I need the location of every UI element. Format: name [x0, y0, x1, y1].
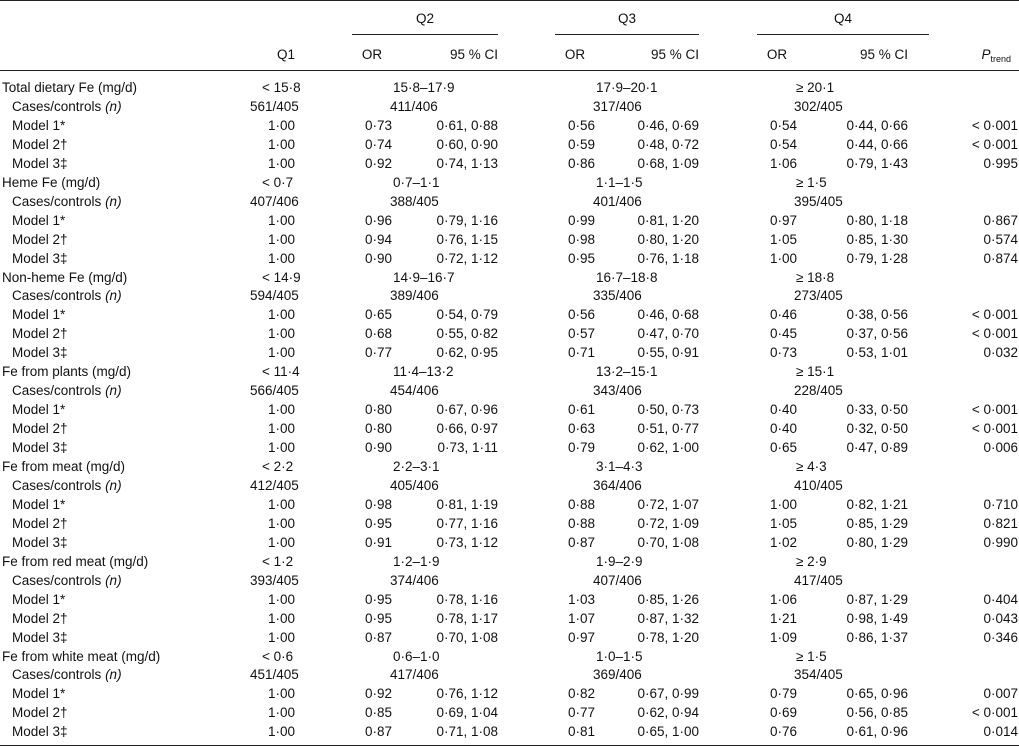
p-trend-value: 0·874: [983, 250, 1018, 266]
q4-ci: 0·44, 0·66: [846, 136, 908, 152]
model-label: Model 3‡: [12, 155, 68, 171]
q2-ci: 0·66, 0·97: [436, 421, 498, 437]
q4-or: 1·06: [769, 155, 797, 171]
q2-cases: 417/406: [390, 667, 439, 683]
q2-ci: 0·54, 0·79: [436, 307, 498, 323]
q4-or: 0·40: [769, 421, 797, 437]
q2-ci: 0·60, 0·90: [436, 136, 498, 152]
q4-ci: 0·33, 0·50: [846, 402, 908, 418]
q3-or: 0·81: [567, 724, 595, 740]
q3-or: 1·03: [567, 591, 595, 607]
q2-ci: 0·61, 0·88: [436, 117, 498, 133]
q4-range: ≥ 1·5: [796, 174, 827, 190]
p-trend-value: 0·014: [983, 724, 1018, 740]
q2-range: 11·4–13·2: [393, 364, 454, 380]
q2-or: 0·95: [364, 515, 392, 531]
q4-ci: 0·61, 0·96: [846, 724, 908, 740]
q4-ci: 0·98, 1·49: [846, 610, 908, 626]
q2-cases: 454/406: [390, 383, 439, 399]
q4-or: 0·73: [769, 345, 797, 361]
cases-controls-text: Cases/controls: [12, 383, 102, 399]
q1-range: < 14·9: [262, 269, 301, 285]
cases-controls-n: (n): [105, 667, 122, 683]
q2-ci: 0·73, 1·12: [436, 534, 498, 550]
q4-or: 0·54: [769, 136, 797, 152]
q2-or: 0·77: [364, 345, 392, 361]
header-rule: [0, 70, 1019, 71]
q4-range: ≥ 20·1: [796, 80, 835, 95]
q4-ci: 0·37, 0·56: [846, 326, 908, 342]
q4-ci: 0·56, 0·85: [846, 705, 908, 721]
p-letter: P: [981, 47, 991, 62]
q4-cases: 302/405: [794, 98, 843, 114]
q3-or: 1·07: [567, 610, 595, 626]
q2-cases: 374/406: [390, 572, 439, 588]
q2-ci: 0·78, 1·16: [436, 591, 498, 607]
q4-cases: 354/405: [794, 667, 843, 683]
cases-controls-text: Cases/controls: [12, 572, 102, 588]
model-label: Model 3‡: [12, 250, 68, 266]
q4-or: 0·79: [769, 686, 797, 702]
p-trend-value: 0·574: [983, 231, 1018, 247]
q4-ci: 0·53, 1·01: [846, 345, 908, 361]
q1-cases: 594/405: [250, 288, 299, 304]
q4-ci: 0·80, 1·29: [846, 534, 908, 550]
q4-range: ≥ 15·1: [796, 364, 835, 380]
q4-range: ≥ 4·3: [796, 459, 827, 474]
q1-cases: 451/405: [250, 667, 299, 683]
cases-controls-label: [12, 192, 122, 211]
q3-or: 0·56: [567, 307, 595, 323]
q1-or: 1·00: [267, 629, 295, 645]
q3-or: 0·98: [567, 231, 595, 247]
q1-cases: 407/406: [250, 193, 299, 209]
q1-or: 1·00: [267, 610, 295, 626]
q3-ci: 0·47, 0·70: [637, 326, 699, 342]
header-q2-ci: 95 % CI: [449, 47, 498, 62]
q4-ci: 0·65, 0·96: [846, 686, 908, 702]
q2-or: 0·94: [364, 231, 392, 247]
p-trend-value: 0·710: [983, 496, 1018, 512]
q4-or: 1·09: [769, 629, 797, 645]
header-q4-ci: 95 % CI: [859, 47, 908, 62]
q1-range: < 0·7: [262, 174, 294, 190]
q3-or: 0·97: [567, 629, 595, 645]
q3-ci: 0·51, 0·77: [637, 421, 699, 437]
p-trend-value: 0·404: [983, 591, 1018, 607]
q4-ci: 0·79, 1·28: [846, 250, 908, 266]
cases-controls-n: (n): [105, 98, 122, 114]
q2-ci: 0·76, 1·12: [436, 686, 498, 702]
cases-controls-label: [12, 381, 122, 400]
header-q1: Q1: [276, 47, 295, 62]
q2-or: 0·65: [364, 307, 392, 323]
header-q3-or: OR: [564, 47, 586, 62]
p-trend-value: 0·821: [983, 515, 1018, 531]
q3-or: 0·88: [567, 496, 595, 512]
q2-or: 0·91: [364, 534, 392, 550]
q4-cases: 273/405: [794, 288, 843, 304]
q3-ci: 0·55, 0·91: [637, 345, 699, 361]
q2-range: 14·9–16·7: [393, 269, 455, 285]
q4-cases: 417/405: [794, 572, 843, 588]
model-label: Model 1*: [12, 686, 66, 702]
q1-or: 1·00: [267, 724, 295, 740]
q2-ci: 0·77, 1·16: [436, 515, 498, 531]
q1-or: 1·00: [267, 421, 295, 437]
model-label: Model 1*: [12, 117, 66, 133]
q4-or: 1·00: [769, 496, 797, 512]
q2-cases: 411/406: [390, 98, 438, 114]
header-q2-or: OR: [361, 47, 383, 62]
q2-range: 0·6–1·0: [393, 648, 440, 664]
q4-or: 0·45: [769, 326, 797, 342]
q1-cases: 393/405: [250, 572, 299, 588]
q2-or: 0·87: [364, 629, 392, 645]
q2-or: 0·90: [364, 440, 392, 456]
q1-or: 1·00: [267, 231, 295, 247]
model-label: Model 3‡: [12, 629, 68, 645]
q2-ci: 0·78, 1·17: [436, 610, 498, 626]
q4-ci: 0·82, 1·21: [846, 496, 908, 512]
p-trend-value: 0·867: [983, 212, 1018, 228]
model-label: Model 2†: [12, 231, 68, 247]
q1-range: < 0·6: [262, 648, 294, 664]
q4-ci: 0·86, 1·37: [846, 629, 908, 645]
p-trend-value: 0·990: [983, 534, 1018, 550]
q4-ci: 0·85, 1·29: [846, 515, 908, 531]
q2-or: 0·95: [364, 591, 392, 607]
q4-or: 1·21: [769, 610, 797, 626]
q2-range: 15·8–17·9: [393, 80, 455, 95]
q3-or: 0·87: [567, 534, 595, 550]
header-q4: Q4: [833, 11, 852, 26]
q4-or: 0·65: [769, 440, 797, 456]
header-p-trend: [940, 45, 1011, 69]
p-trend-value: < 0·001: [971, 402, 1018, 418]
q1-range: < 15·8: [262, 80, 301, 95]
q3-or: 0·61: [567, 402, 595, 418]
header-q3: Q3: [617, 11, 636, 26]
q3-range: 16·7–18·8: [596, 269, 658, 285]
model-label: Model 2†: [12, 515, 68, 531]
q1-or: 1·00: [267, 136, 295, 152]
q4-range: ≥ 1·5: [796, 648, 827, 664]
q1-or: 1·00: [267, 591, 295, 607]
cases-controls-text: Cases/controls: [12, 193, 102, 209]
cases-controls-n: (n): [105, 288, 122, 304]
q2-ci: 0·69, 1·04: [436, 705, 498, 721]
q3-cases: 335/406: [593, 288, 642, 304]
cases-controls-n: (n): [105, 383, 122, 399]
q4-or: 1·05: [769, 515, 797, 531]
q3-ci: 0·87, 1·32: [637, 610, 699, 626]
q4-or: 0·69: [769, 705, 797, 721]
cases-controls-label: [12, 476, 122, 495]
q3-ci: 0·78, 1·20: [637, 629, 699, 645]
q3-or: 0·79: [567, 440, 595, 456]
q2-rule: [352, 34, 498, 35]
q4-or: 0·40: [769, 402, 797, 418]
q2-or: 0·80: [364, 402, 392, 418]
q4-or: 0·54: [769, 117, 797, 133]
q2-ci: 0·76, 1·15: [436, 231, 498, 247]
q2-or: 0·68: [364, 326, 392, 342]
q2-ci: 0·72, 1·12: [436, 250, 498, 266]
q3-or: 0·99: [567, 212, 595, 228]
q1-or: 1·00: [267, 496, 295, 512]
q2-or: 0·96: [364, 212, 392, 228]
q3-ci: 0·46, 0·69: [637, 117, 699, 133]
p-trend-value: < 0·001: [971, 326, 1018, 342]
p-trend-value: < 0·001: [971, 117, 1018, 133]
q3-range: 3·1–4·3: [596, 459, 643, 474]
model-label: Model 3‡: [12, 534, 68, 550]
q4-range: ≥ 18·8: [796, 269, 835, 285]
q4-ci: 0·80, 1·18: [846, 212, 908, 228]
q4-ci: 0·47, 0·89: [846, 440, 908, 456]
q3-range: 1·0–1·5: [596, 648, 643, 664]
q3-cases: 343/406: [593, 383, 642, 399]
section-title: Fe from plants (mg/d): [2, 364, 132, 380]
model-label: Model 1*: [12, 307, 66, 323]
q2-or: 0·90: [364, 250, 392, 266]
section-title: Total dietary Fe (mg/d): [2, 80, 138, 95]
q3-cases: 364/406: [593, 477, 642, 493]
q3-ci: 0·62, 1·00: [637, 440, 699, 456]
q3-range: 1·9–2·9: [596, 553, 643, 569]
q2-cases: 405/406: [390, 477, 439, 493]
section-title: Non-heme Fe (mg/d): [2, 269, 128, 285]
q3-ci: 0·80, 1·20: [637, 231, 699, 247]
q3-ci: 0·70, 1·08: [637, 534, 699, 550]
q3-ci: 0·81, 1·20: [637, 212, 699, 228]
q3-ci: 0·50, 0·73: [637, 402, 699, 418]
model-label: Model 1*: [12, 212, 66, 228]
q3-or: 0·82: [567, 686, 595, 702]
q4-or: 1·00: [769, 250, 797, 266]
q1-or: 1·00: [267, 250, 295, 266]
q3-ci: 0·68, 1·09: [637, 155, 699, 171]
q4-or: 1·02: [769, 534, 797, 550]
q3-cases: 401/406: [593, 193, 642, 209]
q3-or: 0·63: [567, 421, 595, 437]
cases-controls-n: (n): [105, 193, 122, 209]
model-label: Model 2†: [12, 610, 68, 626]
q2-or: 0·92: [364, 155, 392, 171]
q2-ci: 0·73, 1·11: [437, 440, 498, 456]
q2-or: 0·73: [364, 117, 392, 133]
q4-ci: 0·44, 0·66: [846, 117, 908, 133]
p-trend-value: 0·995: [983, 155, 1018, 171]
q2-range: 0·7–1·1: [393, 174, 440, 190]
q1-or: 1·00: [267, 307, 295, 323]
q1-range: < 2·2: [262, 459, 294, 474]
q2-cases: 388/405: [390, 193, 439, 209]
p-trend-value: < 0·001: [971, 136, 1018, 152]
model-label: Model 2†: [12, 136, 68, 152]
model-label: Model 3‡: [12, 345, 68, 361]
q4-ci: 0·87, 1·29: [846, 591, 908, 607]
q1-cases: 566/405: [250, 383, 299, 399]
cases-controls-label: [12, 286, 122, 305]
cases-controls-label: [12, 97, 122, 116]
p-trend-value: < 0·001: [971, 307, 1018, 323]
q3-ci: 0·72, 1·07: [637, 496, 699, 512]
q3-ci: 0·72, 1·09: [637, 515, 699, 531]
q3-or: 0·56: [567, 117, 595, 133]
p-trend-value: < 0·001: [971, 421, 1018, 437]
q3-range: 1·1–1·5: [596, 174, 643, 190]
cases-controls-label: [12, 665, 122, 684]
model-label: Model 1*: [12, 591, 66, 607]
q2-ci: 0·70, 1·08: [436, 629, 498, 645]
header-q2: Q2: [415, 11, 434, 26]
q3-range: 13·2–15·1: [596, 364, 658, 380]
q2-ci: 0·71, 1·08: [436, 724, 498, 740]
q4-or: 0·97: [769, 212, 797, 228]
q3-or: 0·57: [567, 326, 595, 342]
q2-or: 0·87: [364, 724, 392, 740]
q4-ci: 0·32, 0·50: [846, 421, 908, 437]
q1-cases: 561/405: [250, 98, 299, 114]
q2-cases: 389/406: [390, 288, 439, 304]
q3-or: 0·86: [567, 155, 595, 171]
p-trend-value: 0·043: [983, 610, 1018, 626]
top-rule: [0, 0, 1019, 1]
q3-ci: 0·65, 1·00: [637, 724, 699, 740]
q3-or: 0·71: [567, 345, 595, 361]
q2-ci: 0·74, 1·13: [436, 155, 498, 171]
q2-ci: 0·81, 1·19: [436, 496, 498, 512]
q4-or: 1·06: [769, 591, 797, 607]
q4-or: 1·05: [769, 231, 797, 247]
q3-cases: 317/406: [593, 98, 642, 114]
q1-or: 1·00: [267, 515, 295, 531]
q2-ci: 0·55, 0·82: [436, 326, 498, 342]
section-title: Fe from white meat (mg/d): [2, 648, 161, 664]
p-subscript: trend: [990, 54, 1011, 64]
section-title: Fe from red meat (mg/d): [2, 553, 149, 569]
p-trend-value: 0·346: [983, 629, 1018, 645]
model-label: Model 1*: [12, 402, 66, 418]
section-title: Fe from meat (mg/d): [2, 459, 126, 474]
q3-or: 0·95: [567, 250, 595, 266]
q4-range: ≥ 2·9: [796, 553, 827, 569]
q4-or: 0·76: [769, 724, 797, 740]
p-trend-value: 0·032: [983, 345, 1018, 361]
q3-ci: 0·85, 1·26: [637, 591, 699, 607]
cases-controls-label: [12, 571, 122, 590]
cases-controls-text: Cases/controls: [12, 477, 102, 493]
q4-or: 0·46: [769, 307, 797, 323]
bottom-rule: [0, 745, 1019, 746]
cases-controls-text: Cases/controls: [12, 98, 102, 114]
q3-or: 0·59: [567, 136, 595, 152]
cases-controls-n: (n): [105, 477, 122, 493]
q4-rule: [757, 34, 929, 35]
q1-cases: 412/405: [250, 477, 299, 493]
q2-or: 0·74: [364, 136, 392, 152]
q3-range: 17·9–20·1: [596, 80, 658, 95]
header-q3-ci: 95 % CI: [650, 47, 699, 62]
p-trend-value: 0·007: [983, 686, 1018, 702]
q2-range: 2·2–3·1: [393, 459, 440, 474]
q3-ci: 0·62, 0·94: [637, 705, 699, 721]
q3-ci: 0·76, 1·18: [637, 250, 699, 266]
model-label: Model 2†: [12, 705, 68, 721]
q3-cases: 407/406: [593, 572, 642, 588]
q2-or: 0·80: [364, 421, 392, 437]
q4-ci: 0·38, 0·56: [846, 307, 908, 323]
q3-or: 0·77: [567, 705, 595, 721]
q2-ci: 0·79, 1·16: [436, 212, 498, 228]
q2-ci: 0·67, 0·96: [436, 402, 498, 418]
q2-or: 0·98: [364, 496, 392, 512]
q3-or: 0·88: [567, 515, 595, 531]
cases-controls-n: (n): [105, 572, 122, 588]
q3-ci: 0·48, 0·72: [637, 136, 699, 152]
q1-or: 1·00: [267, 402, 295, 418]
q3-ci: 0·67, 0·99: [637, 686, 699, 702]
cases-controls-text: Cases/controls: [12, 667, 102, 683]
q2-ci: 0·62, 0·95: [436, 345, 498, 361]
q4-ci: 0·79, 1·43: [846, 155, 908, 171]
q1-range: < 1·2: [262, 553, 294, 569]
q3-ci: 0·46, 0·68: [637, 307, 699, 323]
q2-range: 1·2–1·9: [393, 553, 440, 569]
model-label: Model 1*: [12, 496, 66, 512]
q4-cases: 410/405: [794, 477, 843, 493]
header-q4-or: OR: [766, 47, 788, 62]
q1-or: 1·00: [267, 686, 295, 702]
q3-cases: 369/406: [593, 667, 642, 683]
q1-or: 1·00: [267, 326, 295, 342]
model-label: Model 3‡: [12, 440, 68, 456]
q2-or: 0·95: [364, 610, 392, 626]
q1-or: 1·00: [267, 440, 295, 456]
q1-range: < 11·4: [262, 364, 300, 380]
q1-or: 1·00: [267, 212, 295, 228]
model-label: Model 2†: [12, 421, 68, 437]
q2-or: 0·92: [364, 686, 392, 702]
q1-or: 1·00: [267, 155, 295, 171]
model-label: Model 2†: [12, 326, 68, 342]
model-label: Model 3‡: [12, 724, 68, 740]
p-trend-value: 0·006: [983, 440, 1018, 456]
q4-ci: 0·85, 1·30: [846, 231, 908, 247]
q1-or: 1·00: [267, 117, 295, 133]
section-title: Heme Fe (mg/d): [2, 174, 101, 190]
q2-or: 0·85: [364, 705, 392, 721]
p-trend-value: < 0·001: [971, 705, 1018, 721]
q4-cases: 228/405: [794, 383, 843, 399]
q4-cases: 395/405: [794, 193, 843, 209]
q1-or: 1·00: [267, 345, 295, 361]
q3-rule: [555, 34, 699, 35]
q1-or: 1·00: [267, 534, 295, 550]
cases-controls-text: Cases/controls: [12, 288, 102, 304]
q1-or: 1·00: [267, 705, 295, 721]
